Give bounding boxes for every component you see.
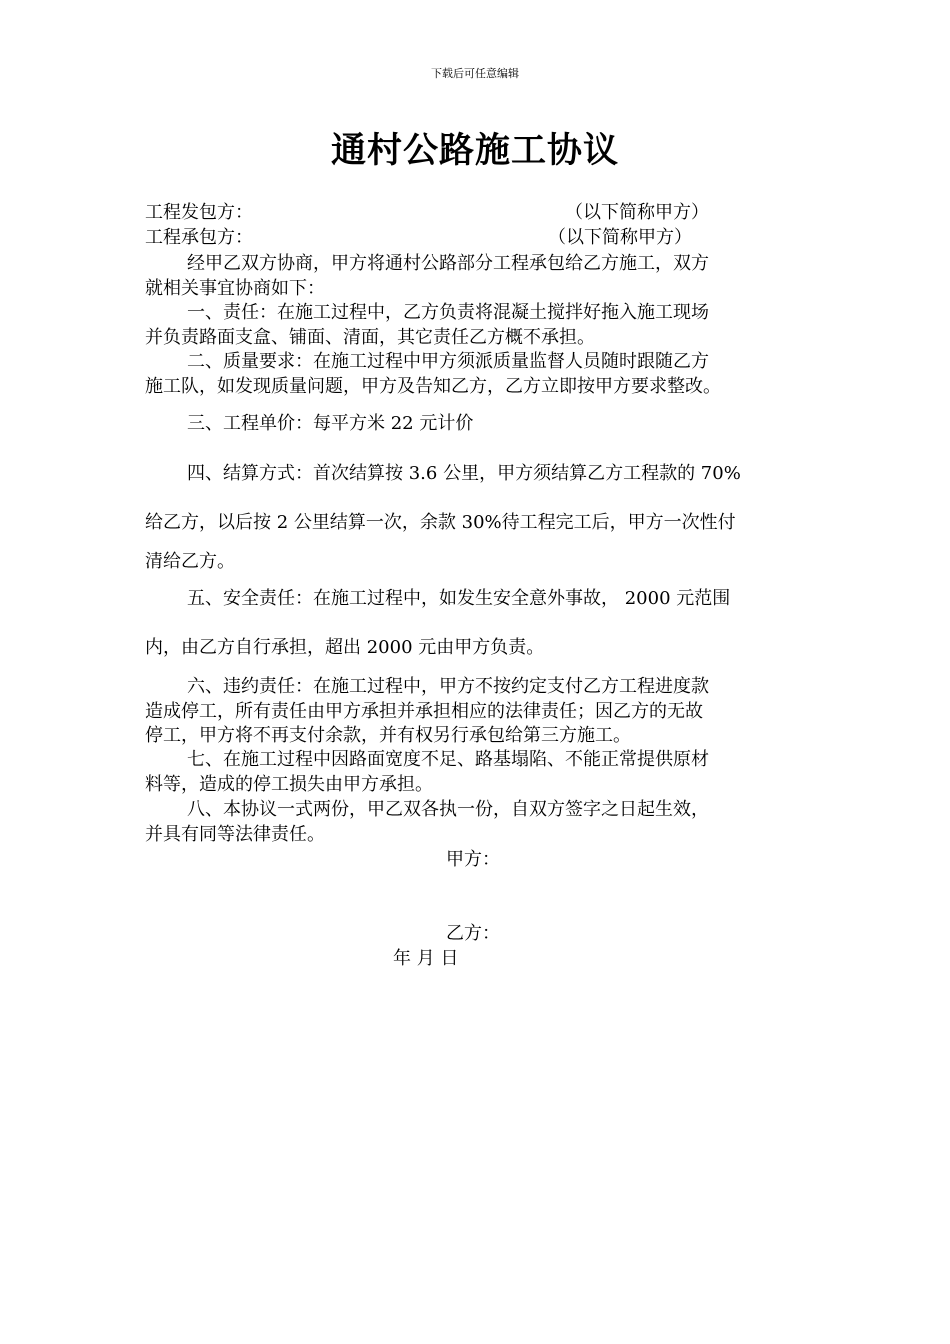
document-title: 通村公路施工协议 (330, 130, 619, 171)
clause-2-line-1: 二、质量要求：在施工过程中甲方须派质量监督人员随时跟随乙方 (187, 351, 709, 372)
clause-3-line-1: 三、工程单价：每平方米 22 元计价 (187, 413, 474, 434)
subcontractor-label: 工程承包方： (145, 227, 253, 248)
clause-7-line-2: 料等，造成的停工损失由甲方承担。 (145, 774, 433, 795)
clause-1-line-2: 并负责路面支盒、铺面、清面，其它责任乙方概不承担。 (145, 327, 595, 348)
clause-5-line-1: 五、安全责任：在施工过程中，如发生安全意外事故， 2000 元范围 (187, 588, 731, 609)
header-note: 下载后可任意编辑 (431, 67, 519, 80)
clause-2-line-2: 施工队，如发现质量问题，甲方及告知乙方，乙方立即按甲方要求整改。 (145, 376, 721, 397)
signature-party-a: 甲方： (446, 849, 500, 870)
intro-line-2: 就相关事宜协商如下： (145, 278, 325, 299)
subcontractor-note: （以下简称甲方） (548, 227, 692, 248)
signature-party-b: 乙方： (446, 923, 500, 944)
clause-5-line-2: 内，由乙方自行承担，超出 2000 元由甲方负责。 (145, 637, 545, 658)
clause-4-line-1: 四、结算方式：首次结算按 3.6 公里，甲方须结算乙方工程款的 70% (187, 463, 741, 484)
signature-date: 年 月 日 (393, 948, 459, 969)
intro-line-1: 经甲乙双方协商，甲方将通村公路部分工程承包给乙方施工，双方 (187, 253, 709, 274)
clause-4-line-3: 清给乙方。 (145, 551, 235, 572)
contractor-note: （以下简称甲方） (565, 202, 709, 223)
clause-1-line-1: 一、责任：在施工过程中，乙方负责将混凝土搅拌好拖入施工现场 (187, 302, 709, 323)
clause-7-line-1: 七、在施工过程中因路面宽度不足、路基塌陷、不能正常提供原材 (187, 749, 709, 770)
clause-8-line-2: 并具有同等法律责任。 (145, 824, 325, 845)
clause-6-line-3: 停工，甲方将不再支付余款，并有权另行承包给第三方施工。 (145, 725, 631, 746)
clause-8-line-1: 八、本协议一式两份，甲乙双各执一份，自双方签字之日起生效， (187, 799, 709, 820)
contractor-label: 工程发包方： (145, 202, 253, 223)
clause-6-line-2: 造成停工，所有责任由甲方承担并承担相应的法律责任；因乙方的无故 (145, 701, 703, 722)
contractor-line (145, 201, 810, 225)
subcontractor-line (145, 226, 810, 250)
clause-4-line-2: 给乙方，以后按 2 公里结算一次，余款 30%待工程完工后，甲方一次性付 (145, 512, 736, 533)
clause-6-line-1: 六、违约责任：在施工过程中，甲方不按约定支付乙方工程进度款 (187, 676, 709, 697)
